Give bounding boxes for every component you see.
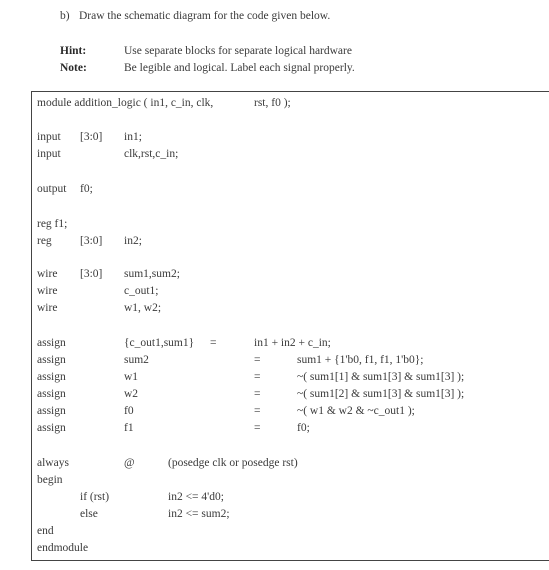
- assign-equals: =: [254, 388, 261, 400]
- assign-rhs: ~( w1 & w2 & ~c_out1 );: [297, 405, 415, 417]
- assign-rhs: sum1 + {1'b0, f1, f1, 1'b0};: [297, 354, 424, 366]
- question-text: Draw the schematic diagram for the code given below.: [79, 10, 331, 22]
- hint-label: Hint:: [60, 45, 87, 57]
- module-declaration-tail: rst, f0 );: [254, 97, 291, 109]
- reg-declaration: reg f1;: [37, 218, 68, 230]
- always-keyword: always: [37, 457, 69, 469]
- assign-lhs: f0: [124, 405, 134, 417]
- assign-equals: =: [254, 422, 261, 434]
- wire-keyword: wire: [37, 268, 58, 280]
- output-keyword: output: [37, 183, 67, 195]
- wire-keyword: wire: [37, 302, 58, 314]
- begin-keyword: begin: [37, 474, 63, 486]
- wire-width: [3:0]: [80, 268, 103, 280]
- note-label: Note:: [60, 62, 87, 74]
- assign-equals: =: [254, 354, 261, 366]
- wire-names: c_out1;: [124, 285, 159, 297]
- end-keyword: end: [37, 525, 54, 537]
- note-text: Be legible and logical. Label each signal properly.: [124, 62, 355, 74]
- reg-keyword: reg: [37, 235, 52, 247]
- input-keyword: input: [37, 148, 61, 160]
- assign-rhs: ~( sum1[1] & sum1[3] & sum1[3] );: [297, 371, 465, 383]
- assign-keyword: assign: [37, 388, 66, 400]
- reg-names: in2;: [124, 235, 142, 247]
- assign-lhs: w2: [124, 388, 139, 400]
- assign-equals: =: [210, 337, 217, 349]
- assign-keyword: assign: [37, 354, 66, 366]
- assign-equals: =: [254, 371, 261, 383]
- always-at: @: [124, 457, 135, 469]
- assign-lhs: {c_out1,sum1}: [124, 337, 195, 349]
- if-condition: if (rst): [80, 491, 110, 503]
- input-names: in1;: [124, 131, 142, 143]
- hint-text: Use separate blocks for separate logical hardware: [124, 45, 352, 57]
- else-statement: in2 <= sum2;: [168, 508, 230, 520]
- assign-rhs: in1 + in2 + c_in;: [254, 337, 331, 349]
- question-label: b): [60, 10, 70, 22]
- else-keyword: else: [80, 508, 98, 520]
- assign-keyword: assign: [37, 337, 66, 349]
- input-names: clk,rst,c_in;: [124, 148, 179, 160]
- assign-lhs: w1: [124, 371, 139, 383]
- if-statement: in2 <= 4'd0;: [168, 491, 224, 503]
- assign-keyword: assign: [37, 422, 66, 434]
- assign-equals: =: [254, 405, 261, 417]
- wire-names: sum1,sum2;: [124, 268, 180, 280]
- input-width: [3:0]: [80, 131, 103, 143]
- output-names: f0;: [80, 183, 93, 195]
- wire-keyword: wire: [37, 285, 58, 297]
- module-declaration: module addition_logic ( in1, c_in, clk,: [37, 97, 214, 109]
- always-sensitivity: (posedge clk or posedge rst): [168, 457, 298, 469]
- reg-width: [3:0]: [80, 235, 103, 247]
- assign-lhs: sum2: [124, 354, 149, 366]
- assign-rhs: ~( sum1[2] & sum1[3] & sum1[3] );: [297, 388, 465, 400]
- assign-keyword: assign: [37, 405, 66, 417]
- input-keyword: input: [37, 131, 61, 143]
- wire-names: w1, w2;: [124, 302, 162, 314]
- assign-rhs: f0;: [297, 422, 310, 434]
- endmodule-keyword: endmodule: [37, 542, 89, 554]
- assign-keyword: assign: [37, 371, 66, 383]
- assign-lhs: f1: [124, 422, 134, 434]
